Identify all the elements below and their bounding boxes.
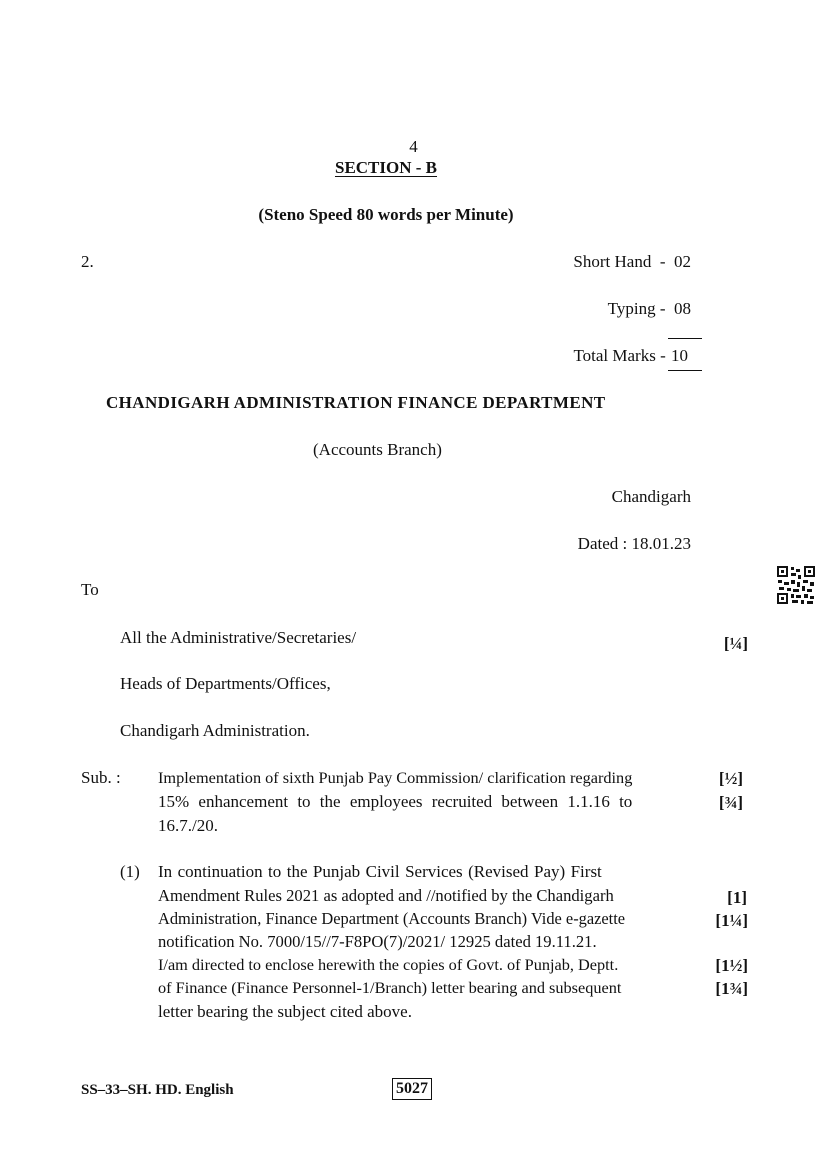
question-number: 2. bbox=[81, 252, 94, 271]
paragraph-mark-3: [1½] bbox=[715, 956, 748, 975]
subject-mark-1: [½] bbox=[718, 769, 743, 788]
subject-line-2: 15% enhancement to the employees recruited between 1.1.16 to bbox=[158, 792, 633, 811]
paragraph-line-1: In continuation to the Punjab Civil Services (Revised Pay) First bbox=[158, 862, 602, 881]
paragraph-mark-4: [1¾] bbox=[715, 979, 748, 998]
subject-line-3: 16.7./20. bbox=[158, 816, 218, 835]
paragraph-line-7: letter bearing the subject cited above. bbox=[158, 1002, 412, 1021]
paragraph-line-5: I/am directed to enclose herewith the copies of Govt. of Punjab, Deptt. bbox=[158, 955, 619, 974]
total-marks-label: Total Marks - bbox=[573, 346, 670, 365]
section-title: SECTION - B bbox=[334, 158, 438, 177]
paragraph-line-4: notification No. 7000/15//7-F8PO(7)/2021/ 12925 dated 19.11.21. bbox=[158, 932, 597, 951]
marks-bottom-rule bbox=[668, 370, 702, 371]
addressee-line-1: All the Administrative/Secretaries/ bbox=[120, 628, 357, 647]
paragraph-line-6: of Finance (Finance Personnel-1/Branch) letter bearing and subsequent bbox=[158, 978, 622, 997]
paragraph-line-3: Administration, Finance Department (Accounts Branch) Vide e-gazette bbox=[158, 909, 626, 928]
footer-code: SS–33–SH. HD. English bbox=[81, 1082, 234, 1098]
steno-speed: (Steno Speed 80 words per Minute) bbox=[258, 205, 514, 224]
letter-date: Dated : 18.01.23 bbox=[577, 534, 691, 553]
addressee-line-2: Heads of Departments/Offices, bbox=[120, 674, 331, 693]
paragraph-line-2: Amendment Rules 2021 as adopted and //notified by the Chandigarh bbox=[158, 886, 614, 905]
paragraph-mark-1: [1] bbox=[727, 888, 747, 907]
paragraph-mark-2: [1¼] bbox=[715, 911, 748, 930]
typing-marks: Typing - 08 bbox=[607, 299, 691, 318]
qr-code-icon bbox=[776, 565, 816, 605]
department-heading: CHANDIGARH ADMINISTRATION FINANCE DEPARTMENT bbox=[106, 393, 606, 412]
addressee-mark: [¼] bbox=[723, 634, 748, 653]
subject-label: Sub. : bbox=[81, 768, 121, 787]
letter-to: To bbox=[81, 580, 99, 599]
addressee-line-3: Chandigarh Administration. bbox=[120, 721, 310, 740]
total-marks-value: 10 bbox=[671, 346, 688, 365]
short-hand-marks: Short Hand - 02 bbox=[573, 252, 691, 271]
subject-line-1: Implementation of sixth Punjab Pay Commission/ clarification regarding bbox=[158, 768, 633, 787]
footer-box-number: 5027 bbox=[392, 1078, 432, 1100]
letter-place: Chandigarh bbox=[611, 487, 691, 506]
subject-mark-2: [¾] bbox=[718, 793, 743, 812]
paragraph-number: (1) bbox=[120, 862, 140, 881]
branch-name: (Accounts Branch) bbox=[313, 440, 442, 459]
marks-top-rule bbox=[668, 338, 702, 339]
page-number: 4 bbox=[409, 137, 418, 156]
